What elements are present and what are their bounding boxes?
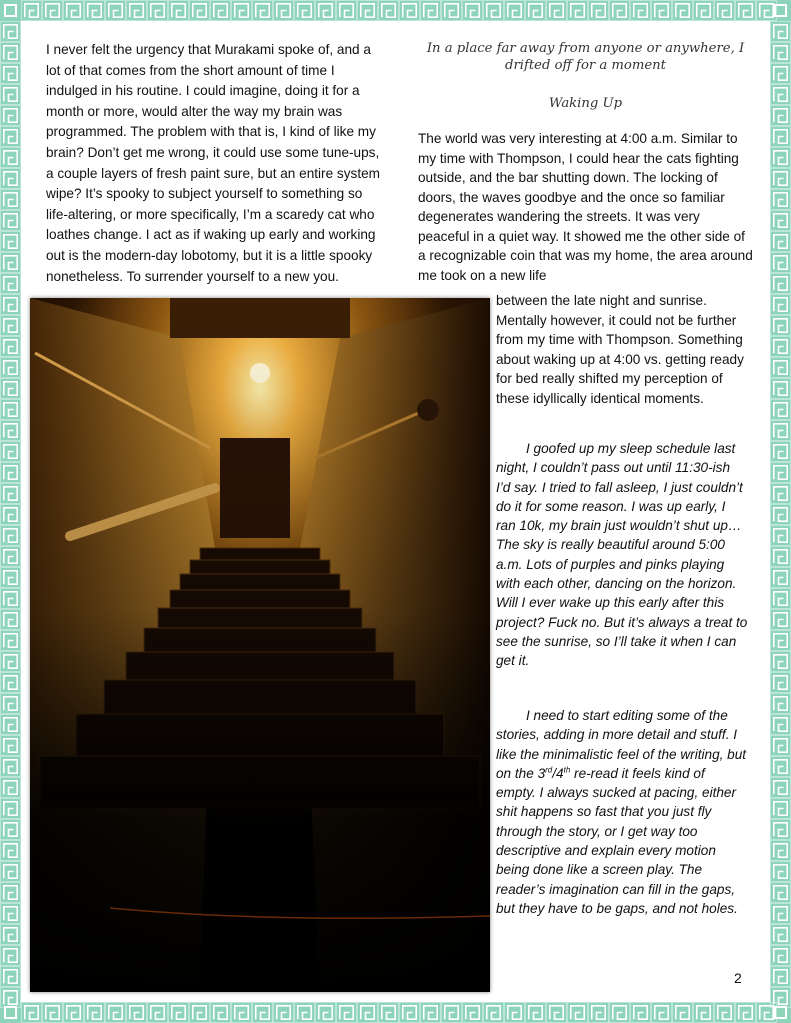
left-paragraph: I never felt the urgency that Murakami spoke of, and a lot of that comes from the short amount of time I indulged in his routine. I could imagine, doing it for a month or more, would alter the way my brain was programmed. The problem with that is, I kind of like my brain? Don’t get me wrong, it could use some tune-ups, a couple layers of fresh paint sure, but an entire system wipe? It’s spooky to subject yourself to something so life-altering, or more specifically, I’m a scaredy cat who loathes change. I act as if waking up early and working out is the modern-day lobotomy, but it is a little spooky nonetheless. To surrender yourself to a new you. bbox=[46, 42, 380, 284]
journal-entry-2 bbox=[496, 706, 748, 918]
superscript-th: th bbox=[563, 765, 571, 775]
paragraph-top: The world was very interesting at 4:00 a.m. Similar to my time with Thompson, I could hear the cats fighting outside, and the bar shutting down. The locking of doors, the waves goodbye and the once so familiar degenerates wandering the streets. It was very peaceful in a quiet way. It showed me the other side of a recognizable coin that was my home, the area around me took on a new life bbox=[418, 131, 753, 283]
section-heading: Waking Up bbox=[548, 96, 623, 111]
journal-2-text-a: I need to start editing some of the stories, adding in more detail and stuff. I like the minimalistic feel of the writing, but on the 3 bbox=[496, 708, 747, 781]
stairwell-illustration bbox=[30, 298, 490, 992]
page-number: 2 bbox=[734, 970, 742, 986]
right-column bbox=[418, 40, 753, 285]
stairwell-photo bbox=[30, 298, 490, 992]
journal-2-text-c: re-read it feels kind of empty. I always sucked at pacing, either shit happens so fast that you just fly through the story, or I get way too descriptive and explain every motion being done like a screen play. The reader’s imagination can fill in the gaps, but they have to be gaps, and not holes. bbox=[496, 765, 738, 916]
paragraph-continued: between the late night and sunrise. Mentally however, it could not be further from my time with Thompson. Something about waking up at 4:00 vs. getting ready for bed really shifted my perception of these idyllically identical moments. bbox=[496, 293, 744, 406]
subtitle: In a place far away from anyone or anywhere, I drifted off for a moment bbox=[426, 41, 745, 73]
superscript-rd: rd bbox=[545, 765, 553, 775]
journal-2-text-b: /4 bbox=[552, 765, 564, 781]
journal-entry-1: I goofed up my sleep schedule last night, I couldn’t pass out until 11:30-ish I’d say. I tried to fall asleep, I just couldn’t do it for some reason. I was up early, I ran 10k, my brain just wouldn’t shut up… The sky is really beautiful around 5:00 a.m. Lots of purples and pinks playing with each other, dancing on the horizon. Will I ever wake up this early after this project? Fuck no. But it’s always a treat to see the sunrise, so I’ll take it when I can get it. bbox=[496, 441, 748, 669]
